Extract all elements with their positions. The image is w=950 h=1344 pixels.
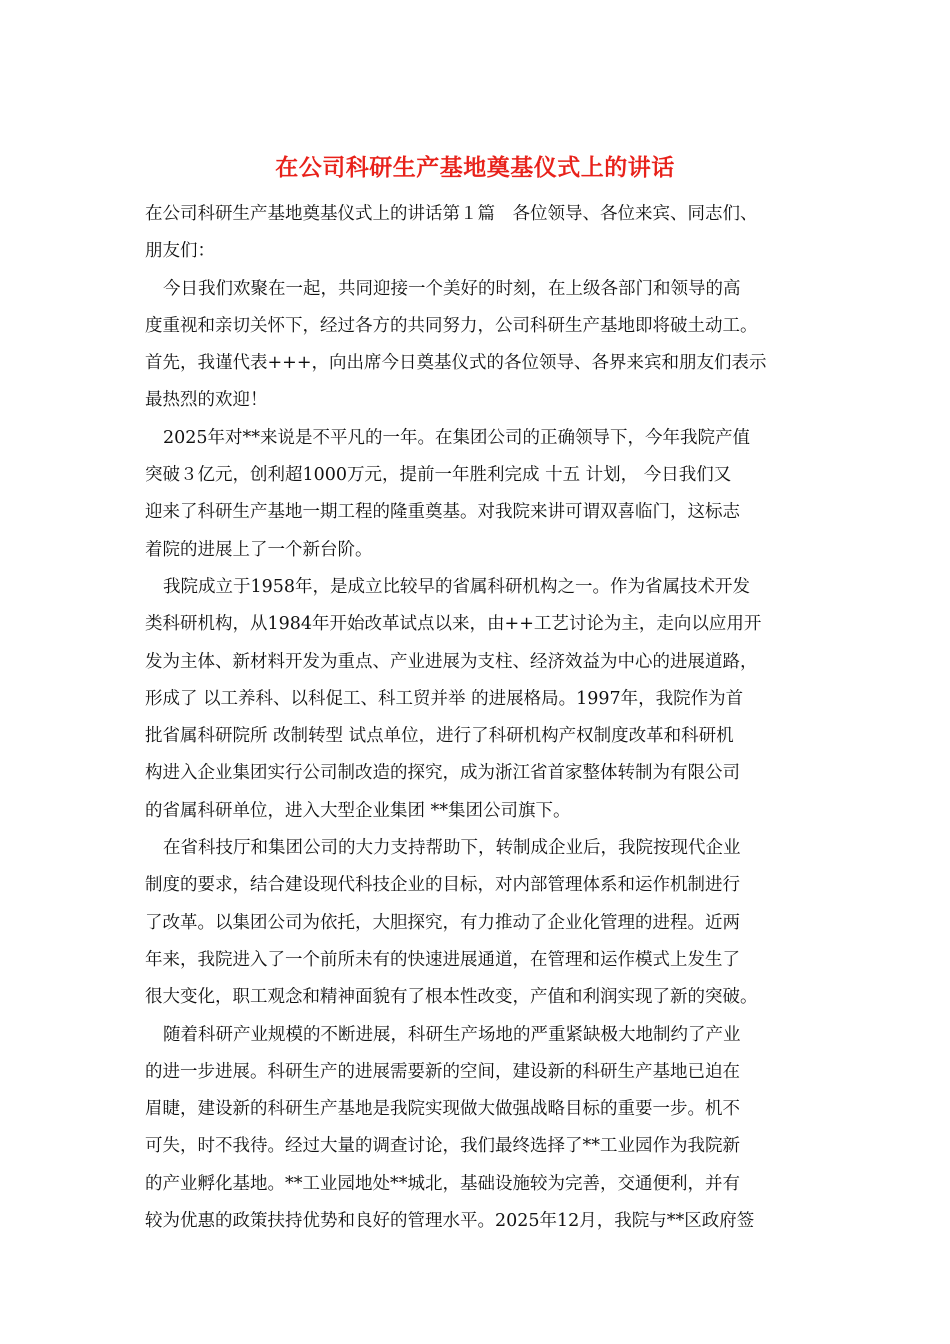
body-line: 迎来了科研生产基地一期工程的隆重奠基。对我院来讲可谓双喜临门，这标志 [145,502,740,523]
document-body [145,196,813,1240]
body-line: 发为主体、新材料开发为重点、产业进展为支柱、经济效益为中心的进展道路， [145,651,758,672]
body-line: 眉睫，建设新的科研生产基地是我院实现做大做强战略目标的重要一步。机不 [145,1099,740,1120]
body-line: 度重视和亲切关怀下，经过各方的共同努力，公司科研生产基地即将破土动工。 [145,315,758,336]
body-line: 在省科技厅和集团公司的大力支持帮助下，转制成企业后，我院按现代企业 [163,838,741,859]
body-line: 在公司科研生产基地奠基仪式上的讲话第１篇 各位领导、各位来宾、同志们、 [145,204,758,224]
body-line: 制度的要求，结合建设现代科技企业的目标，对内部管理体系和运作机制进行 [145,875,740,896]
body-line: 的省属科研单位，进入大型企业集团 **集团公司旗下。 [145,800,571,821]
body-line: 2025年对**来说是不平凡的一年。在集团公司的正确领导下，今年我院产值 [163,427,751,448]
body-line: 年来，我院进入了一个前所未有的快速进展通道，在管理和运作模式上发生了 [145,949,740,970]
body-line: 可失，时不我待。经过大量的调查讨论，我们最终选择了**工业园作为我院新 [145,1136,740,1157]
body-line: 随着科研产业规模的不断进展，科研生产场地的严重紧缺极大地制约了产业 [163,1024,741,1045]
body-line: 类科研机构，从1984年开始改革试点以来，由++工艺讨论为主，走向以应用开 [145,614,762,635]
body-line: 的产业孵化基地。**工业园地处**城北，基础设施较为完善，交通便利，并有 [145,1173,740,1194]
body-line: 很大变化，职工观念和精神面貌有了根本性改变，产值和利润实现了新的突破。 [145,987,758,1008]
body-line: 首先，我谨代表+++，向出席今日奠基仪式的各位领导、各界来宾和朋友们表示 [145,353,767,374]
body-line: 较为优惠的政策扶持优势和良好的管理水平。2025年12月，我院与**区政府签 [145,1211,755,1232]
body-line: 我院成立于1958年，是成立比较早的省属科研机构之一。作为省属技术开发 [163,576,751,597]
body-line: 朋友们： [145,241,215,262]
body-line: 突破３亿元，创利超1000万元，提前一年胜利完成 十五 计划， 今日我们又 [145,465,732,486]
body-line: 构进入企业集团实行公司制改造的探究，成为浙江省首家整体转制为有限公司 [145,763,740,784]
body-line: 的进一步进展。科研生产的进展需要新的空间，建设新的科研生产基地已迫在 [145,1061,740,1082]
body-line: 着院的进展上了一个新台阶。 [145,539,373,560]
body-line: 今日我们欢聚在一起，共同迎接一个美好的时刻，在上级各部门和领导的高 [163,278,741,299]
body-line: 批省属科研院所 改制转型 试点单位，进行了科研机构产权制度改革和科研机 [145,726,734,747]
body-line: 最热烈的欢迎！ [145,390,268,411]
document-title: 在公司科研生产基地奠基仪式上的讲话 [275,154,675,181]
body-line: 了改革。以集团公司为依托，大胆探究，有力推动了企业化管理的进程。近两 [145,912,740,933]
body-line: 形成了 以工养科、以科促工、科工贸并举 的进展格局。1997年，我院作为首 [145,688,744,709]
